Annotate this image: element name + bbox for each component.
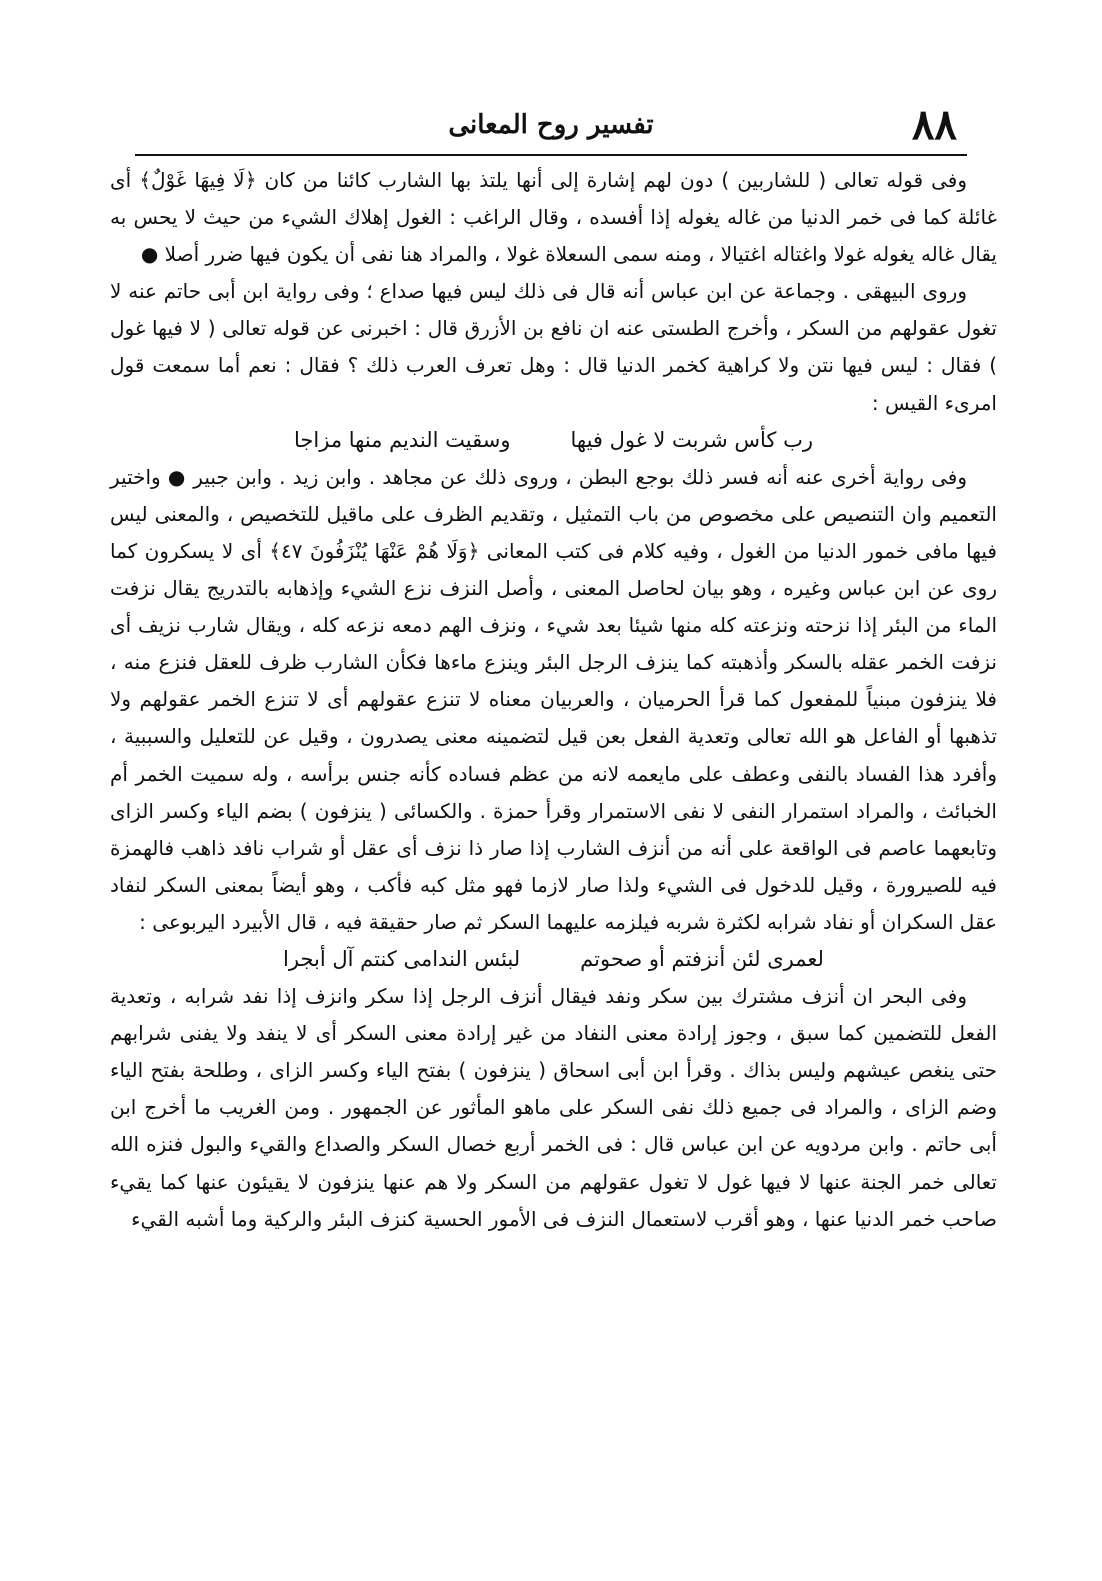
- running-title: تفسير روح المعانى: [448, 110, 654, 140]
- verse-2-first-hemistich: لعمرى لئن أنزفتم أو صحوتم: [580, 946, 824, 971]
- page-number: ٨٨: [911, 100, 957, 149]
- paragraph-4: وفى البحر ان أنزف مشترك بين سكر ونفد فيقال أنزف الرجل إذا سكر وانزف إذا نفد شرابه ، وتعدية الفعل للتضمين كما سبق ، وجوز إرادة معنى النفاد من غير إرادة معنى السكر أى لا ينفد ولا يفنى شرابهم حتى ينغص عيشهم وليس بذاك . وقرأ ابن أبى اسحاق ( ينزفون ) بفتح الياء وكسر الزاى ، وطلحة بفتح الياء وضم الزاى ، والمراد فى جميع ذلك نفى السكر على ماهو المأثور عن الجمهور . ومن الغريب ما أخرج ابن أبى حاتم . وابن مردويه عن ابن عباس قال : فى الخمر أربع خصال السكر والصداع والقيء والبول فنزه الله تعالى خمر الجنة عنها لا فيها غول لا تغول عقولهم من السكر ولا هم عنها ينزفون لا يقيئون عنها كما يقيء صاحب خمر الدنيا عنها ، وهو أقرب لاستعمال النزف فى الأمور الحسية كنزف البئر والركية وما أشبه القيء: [110, 984, 997, 1231]
- paragraph-3: وفى رواية أخرى عنه أنه فسر ذلك بوجع البطن ، وروى ذلك عن مجاهد . وابن زيد . وابن جبير ● واختير التعميم وان التنصيص على مخصوص من باب التمثيل ، وتقديم الظرف على ماقيل للتخصيص ، والمعنى ليس فيها مافى خمور الدنيا من الغول ، وفيه كلام فى كتب المعانى ﴿وَلَا هُمْ عَنْهَا يُنْزَفُونَ ٤٧﴾ أى لا يسكرون كما روى عن ابن عباس وغيره ، وهو بيان لحاصل المعنى ، وأصل النزف نزع الشيء وإذهابه بالتدريج يقال نزفت الماء من البئر إذا نزحته ونزعته كله منها شيئا بعد شيء ، ونزف الهم دمعه نزعه كله ، ويقال شارب نزيف أى نزفت الخمر عقله بالسكر وأذهبته كما ينزف الرجل البئر وينزع ماءها فكأن الشارب ظرف للعقل فنزع منه ، فلا ينزفون مبنياً للمفعول كما قرأ الحرميان ، والعربيان معناه لا تنزع عقولهم أى لا تنزع الخمر عقولهم ولا تذهبها أو الفاعل هو الله تعالى وتعدية الفعل بعن قيل لتضمينه معنى يصدرون ، وقيل عن للتعليل والسببية ، وأفرد هذا الفساد بالنفى وعطف على مايعمه لانه من عظم فساده كأنه جنس برأسه ، وله سميت الخمر أم الخبائث ، والمراد استمرار النفى لا نفى الاستمرار وقرأ حمزة . والكسائى ( ينزفون ) بضم الياء وكسر الزاى وتابعهما عاصم فى الواقعة على أنه من أنزف الشارب إذا صار ذا نزف أى عقل أو شراب نافد ذاهب فالهمزة فيه للصيرورة ، وقيل للدخول فى الشيء ولذا صار لازما فهو مثل كبه فأكب ، وهو أيضاً بمعنى السكر لنفاد عقل السكران أو نفاد شرابه لكثرة شربه فيلزمه عليهما السكر ثم صار حقيقة فيه ، قال الأبيرد اليربوعى :: [110, 464, 997, 934]
- poetry-verse-1: [110, 422, 997, 459]
- paragraph-2: وروى البيهقى . وجماعة عن ابن عباس أنه قال فى ذلك ليس فيها صداع ؛ وفى رواية ابن أبى حاتم عنه لا تغول عقولهم من السكر ، وأخرج الطستى عنه ان نافع بن الأزرق قال : اخبرنى عن قوله تعالى ( لا فيها غول ) فقال : ليس فيها نتن ولا كراهية كخمر الدنيا قال : وهل تعرف العرب ذلك ؟ فقال : نعم أما سمعت قول امرىء القيس :: [110, 279, 997, 415]
- verse-1-first-hemistich: رب كأس شربت لا غول فيها: [570, 427, 813, 452]
- verse-1-second-hemistich: وسقيت النديم منها مزاجا: [294, 427, 511, 452]
- verse-2-second-hemistich: لبئس الندامى كنتم آل أبجرا: [283, 946, 521, 971]
- paragraph-1: وفى قوله تعالى ( للشاربين ) دون لهم إشارة إلى أنها يلتذ بها الشارب كائنا من كان ﴿لَا فِيهَا غَوْلٌ﴾ أى غائلة كما فى خمر الدنيا من غاله يغوله إذا أفسده ، وقال الراغب : الغول إهلاك الشيء من حيث لا يحس به يقال غاله يغوله غولا واغتاله اغتيالا ، ومنه سمى السعلاة غولا ، والمراد هنا نفى أن يكون فيها ضرر أصلا ●: [110, 168, 997, 267]
- tafsir-body-text: [110, 162, 997, 1238]
- poetry-verse-2: [110, 941, 997, 978]
- page-header: [135, 102, 967, 156]
